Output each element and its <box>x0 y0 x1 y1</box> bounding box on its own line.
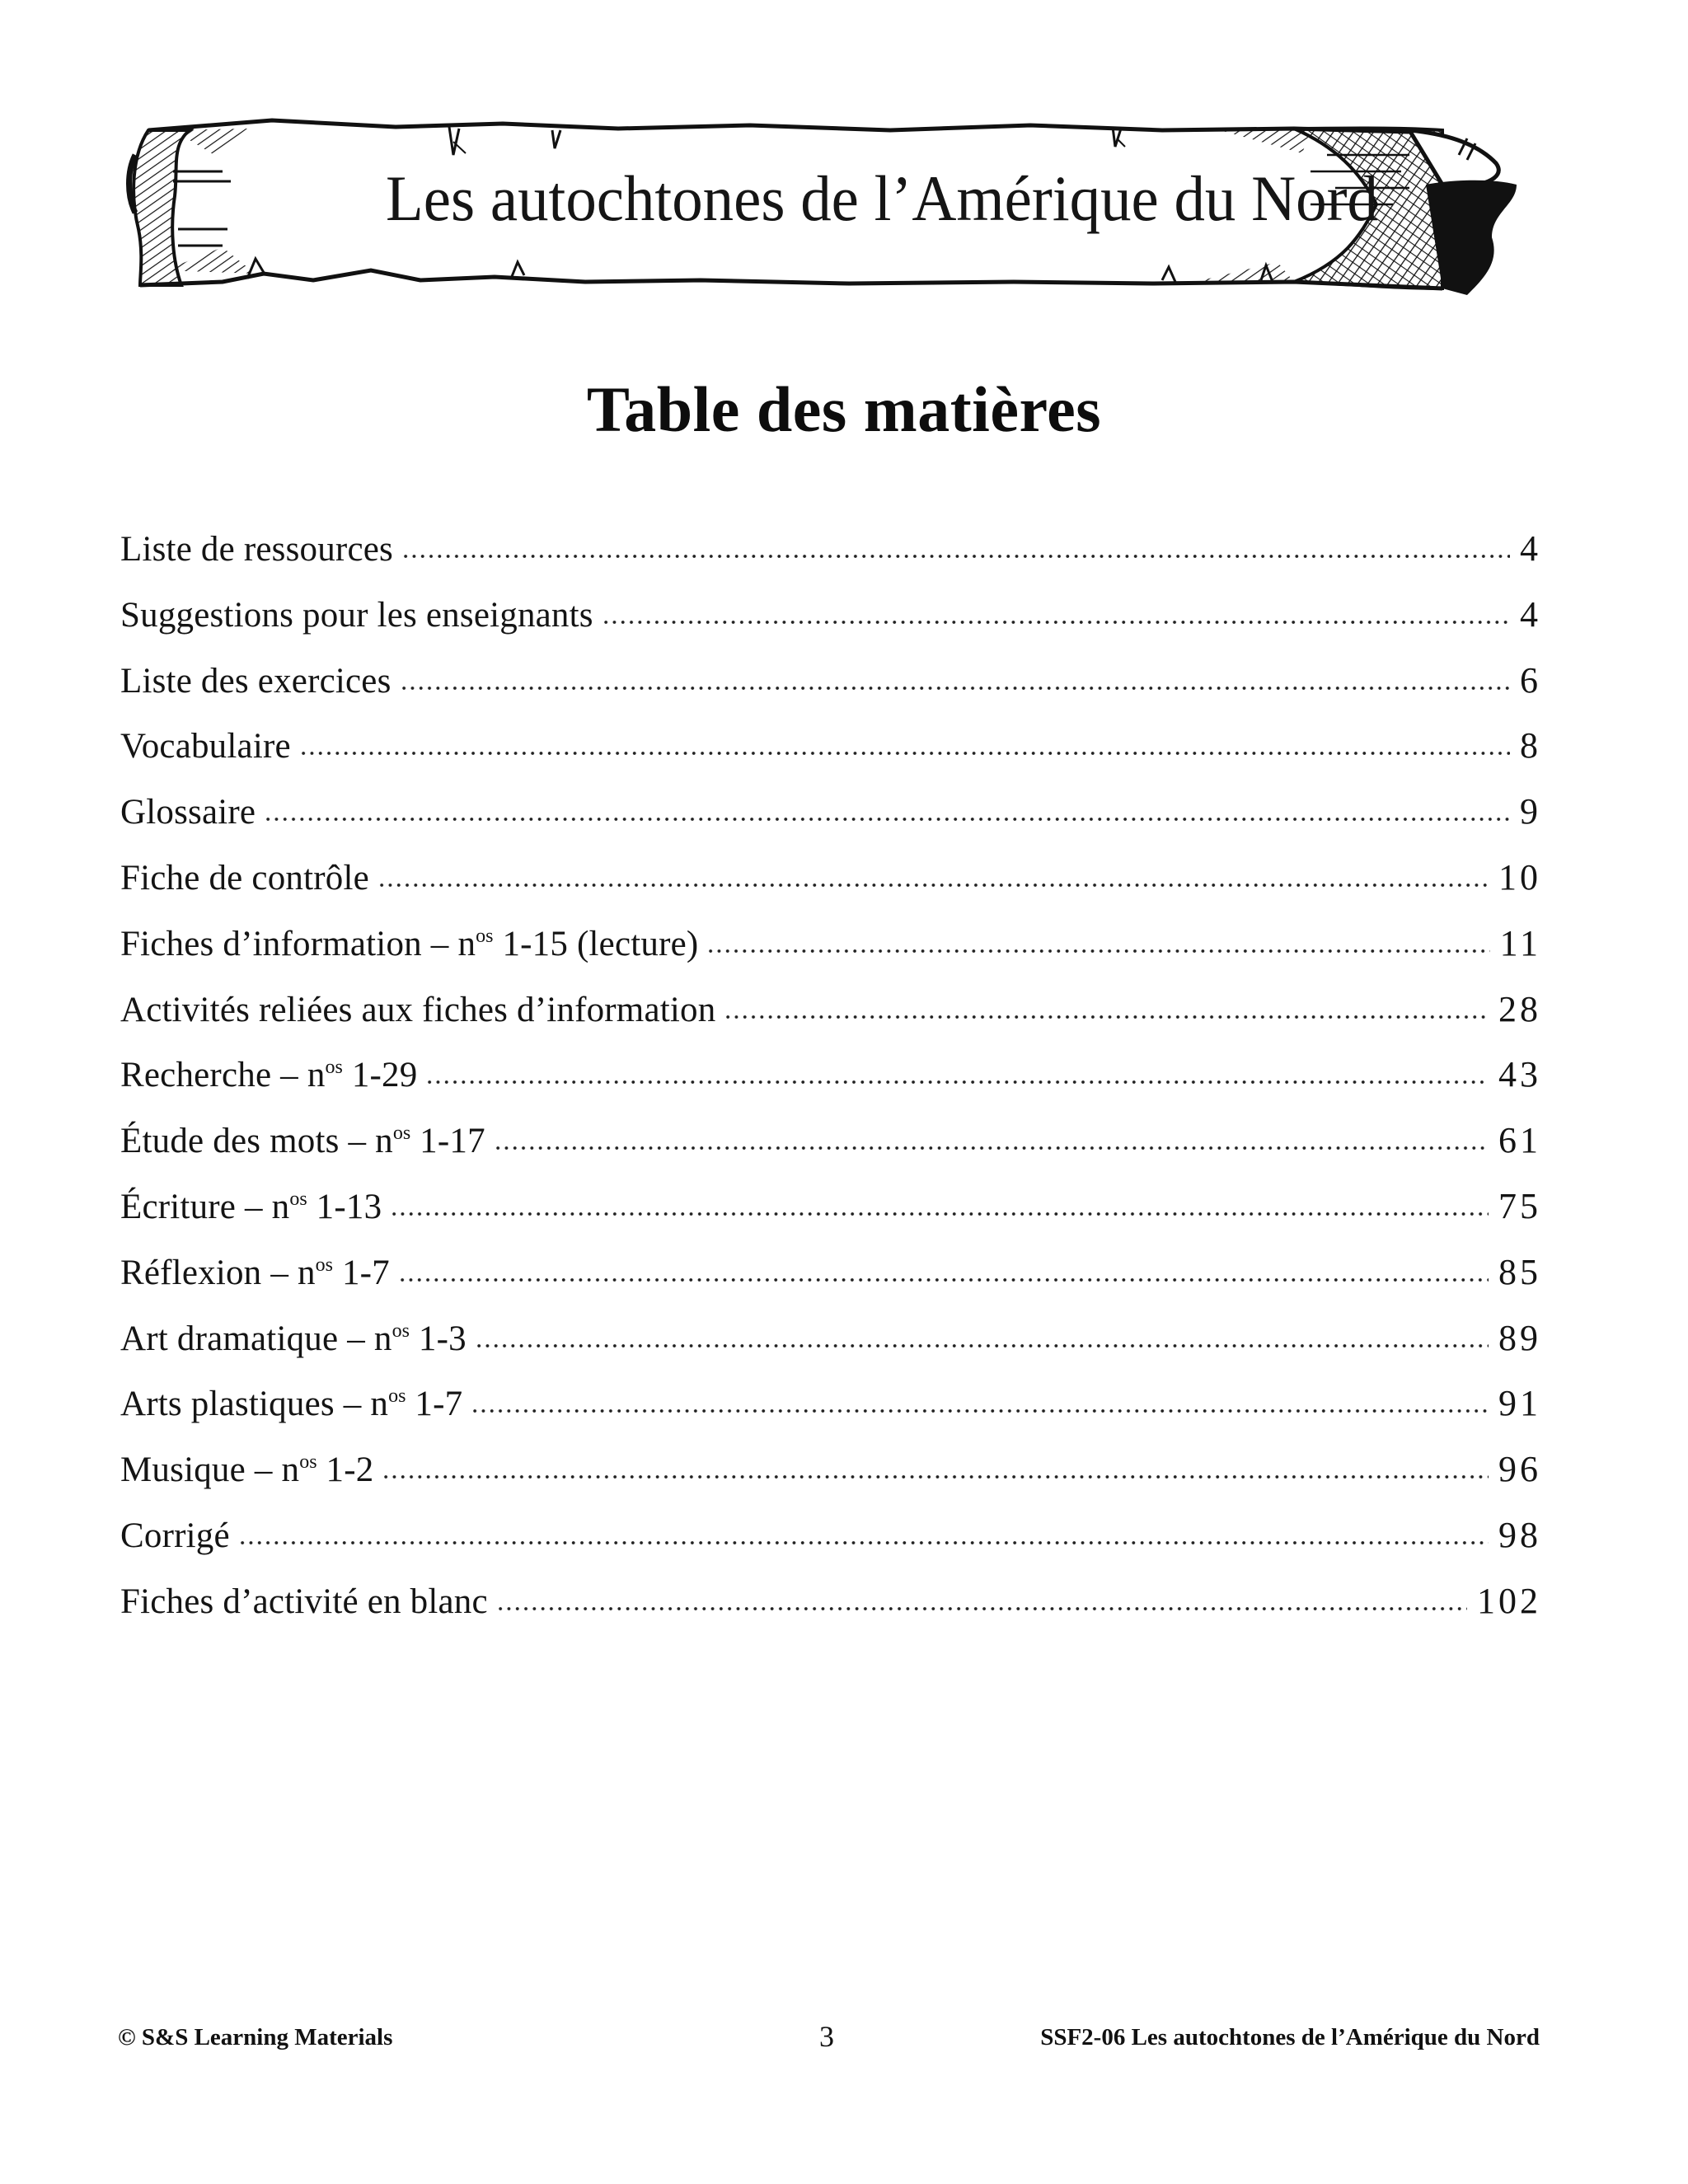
toc-entry[interactable] <box>120 1580 1541 1646</box>
toc-entry-label: Fiches d’activité en blanc <box>120 1582 488 1621</box>
toc-entry[interactable] <box>120 1382 1541 1448</box>
toc-entry[interactable] <box>120 1251 1541 1317</box>
toc-page-number: 96 <box>1498 1449 1541 1490</box>
dot-leader <box>238 1540 1489 1545</box>
toc-entry-label: Musique – $n^{os}$ 1-2 <box>120 1451 374 1490</box>
toc-entry[interactable] <box>120 1185 1541 1251</box>
dot-leader <box>382 1474 1489 1479</box>
dot-leader <box>390 1212 1489 1216</box>
series-title: SSF2-06 Les autochtones de l’Amérique du Nord <box>1040 2024 1540 2050</box>
dot-leader <box>475 1343 1489 1348</box>
toc-entry-label: Suggestions pour les enseignants <box>120 595 593 635</box>
toc-page-number: 91 <box>1498 1383 1541 1424</box>
dot-leader <box>401 554 1510 559</box>
toc-page-number: 4 <box>1520 528 1541 569</box>
toc-entry[interactable] <box>120 856 1541 922</box>
toc-page-number: 75 <box>1498 1185 1541 1226</box>
toc-page-number: 89 <box>1498 1317 1541 1358</box>
toc-entry-label: Liste des exercices <box>120 661 392 701</box>
dot-leader <box>724 1015 1489 1019</box>
toc-entry[interactable] <box>120 1053 1541 1119</box>
toc-page-number: 6 <box>1520 659 1541 701</box>
toc-page-number: 102 <box>1477 1580 1541 1621</box>
table-of-contents <box>120 527 1541 1646</box>
toc-page-number: 98 <box>1498 1514 1541 1555</box>
toc-page-number: 8 <box>1520 725 1541 766</box>
dot-leader <box>706 949 1489 954</box>
dot-leader <box>377 883 1489 888</box>
toc-entry-label: Glossaire <box>120 793 256 832</box>
toc-entry[interactable] <box>120 527 1541 593</box>
toc-entry-label: Écriture – $n^{os}$ 1-13 <box>120 1187 382 1226</box>
dot-leader <box>496 1606 1467 1611</box>
toc-entry[interactable] <box>120 1514 1541 1580</box>
toc-entry-label: Liste de ressources <box>120 530 393 569</box>
toc-entry-label: Activités reliées aux fiches d’information <box>120 990 716 1029</box>
title-banner <box>124 105 1566 303</box>
dot-leader <box>425 1080 1489 1085</box>
toc-page-number: 4 <box>1520 593 1541 635</box>
toc-entry[interactable] <box>120 1119 1541 1185</box>
toc-page-number: 10 <box>1498 856 1541 898</box>
toc-entry-label: Art dramatique – $n^{os}$ 1-3 <box>120 1319 467 1358</box>
dot-leader <box>264 817 1510 822</box>
page-title: Table des matières <box>586 373 1102 445</box>
toc-entry[interactable] <box>120 593 1541 659</box>
dot-leader <box>471 1408 1489 1413</box>
toc-entry[interactable] <box>120 988 1541 1054</box>
dot-leader <box>398 1277 1489 1282</box>
toc-page-number: 43 <box>1498 1054 1541 1095</box>
toc-entry-label: Vocabulaire <box>120 727 291 766</box>
toc-entry[interactable] <box>120 1448 1541 1514</box>
toc-entry[interactable] <box>120 922 1541 988</box>
toc-entry[interactable] <box>120 659 1541 725</box>
toc-entry-label: Fiche de contrôle <box>120 858 369 898</box>
toc-entry-label: Étude des mots – $n^{os}$ 1-17 <box>120 1122 485 1161</box>
toc-entry-label: Arts plastiques – $n^{os}$ 1-7 <box>120 1385 463 1424</box>
toc-page-number: 9 <box>1520 791 1541 832</box>
toc-entry-label: Fiches d’information – $n^{os}$ 1-15 (lecture) <box>120 924 699 963</box>
dot-leader <box>494 1146 1489 1151</box>
toc-entry-label: Corrigé <box>120 1516 230 1555</box>
toc-page-number: 85 <box>1498 1251 1541 1292</box>
page-number: 3 <box>819 2020 834 2053</box>
toc-page-number: 28 <box>1498 988 1541 1029</box>
toc-entry-label: Réflexion – $n^{os}$ 1-7 <box>120 1253 390 1292</box>
toc-entry[interactable] <box>120 790 1541 856</box>
copyright-notice: © S&S Learning Materials <box>118 2024 393 2050</box>
toc-page-number: 11 <box>1499 922 1541 963</box>
dot-leader <box>602 620 1510 625</box>
toc-entry-label: Recherche – $n^{os}$ 1-29 <box>120 1056 418 1095</box>
page-footer <box>0 2020 1688 2065</box>
dot-leader <box>299 751 1510 756</box>
dot-leader <box>400 686 1510 691</box>
toc-page-number: 61 <box>1498 1120 1541 1161</box>
book-title: Les autochtones de l’Amérique du Nord <box>386 162 1378 234</box>
toc-entry[interactable] <box>120 1317 1541 1383</box>
toc-entry[interactable] <box>120 724 1541 790</box>
